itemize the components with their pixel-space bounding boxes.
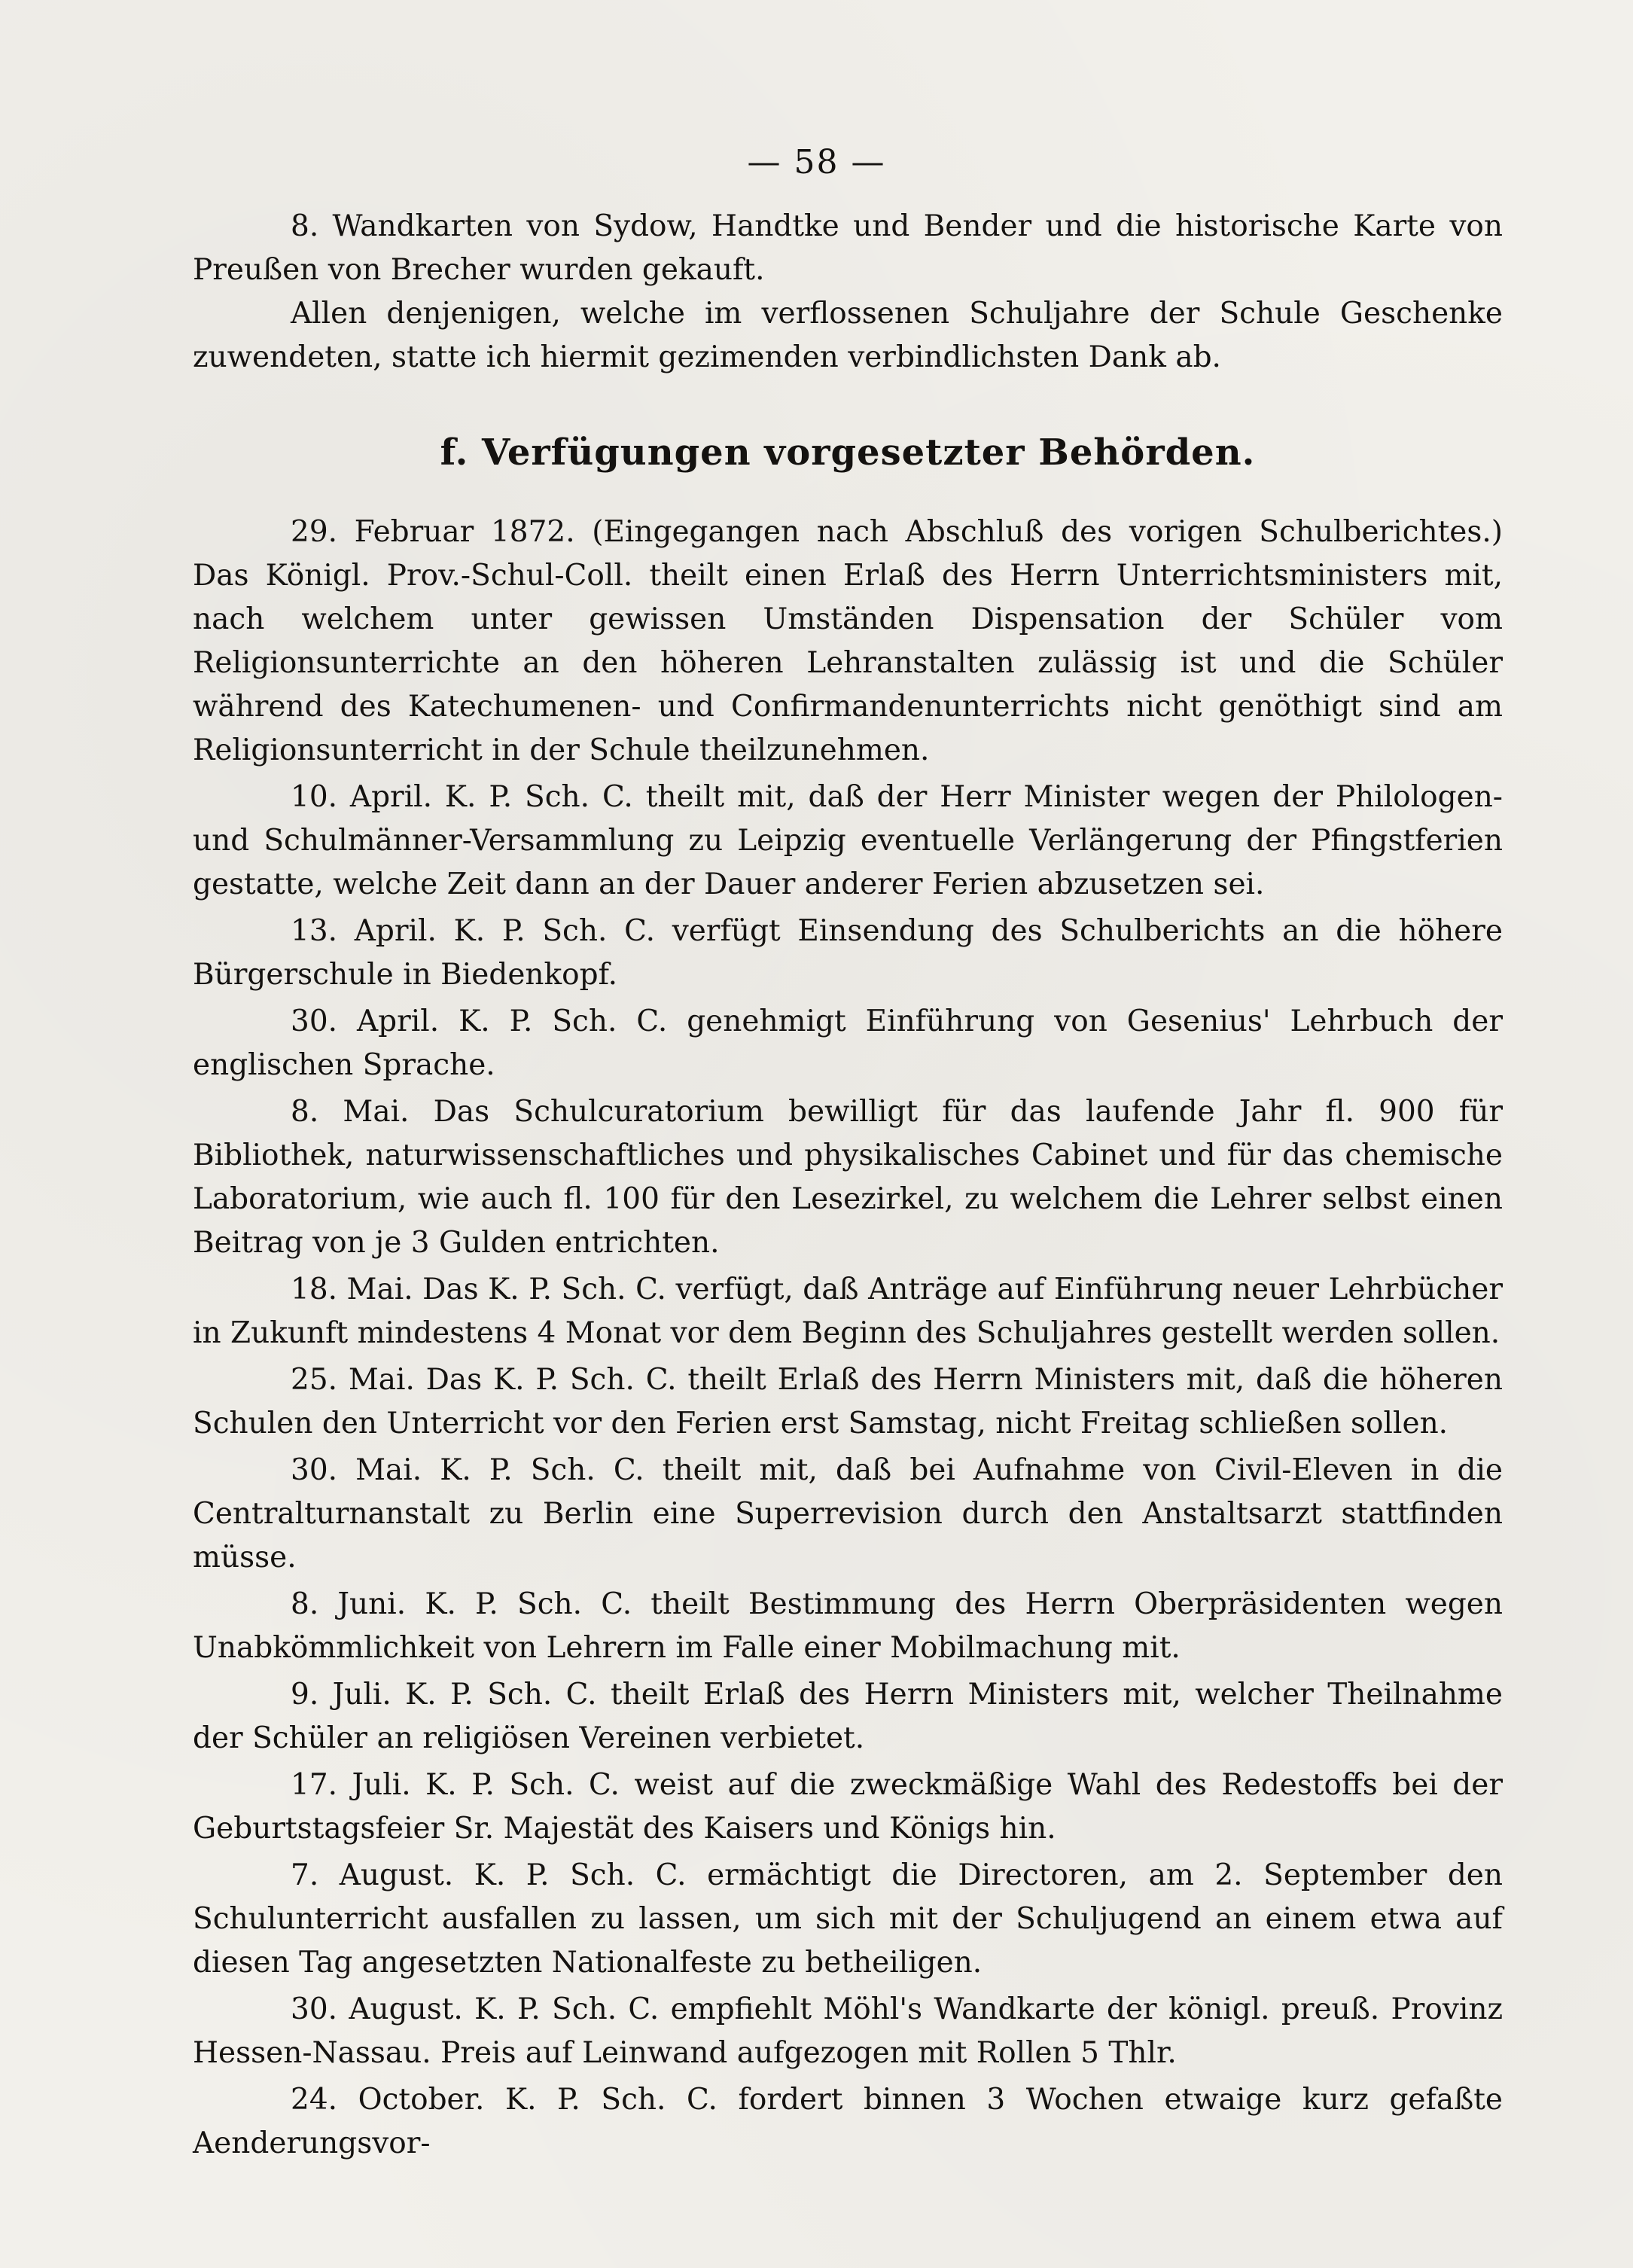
entry-july-17: 17. Juli. K. P. Sch. C. weist auf die zweckmäßige Wahl des Redestoffs bei der Geburtstagsfeier Sr. Majestät des Kaisers und Königs hin.	[193, 1768, 1503, 1846]
section-heading: f. Verfügungen vorgesetzter Behörden.	[440, 431, 1256, 474]
entry-august-7: 7. August. K. P. Sch. C. ermächtigt die Directoren, am 2. September den Schulunterricht ausfallen zu lassen, um sich mit der Schuljugend an einem etwa auf diesen Tag angesetzten Nationalfeste zu betheiligen.	[193, 1858, 1503, 1980]
entry-may-18: 18. Mai. Das K. P. Sch. C. verfügt, daß Anträge auf Einführung neuer Lehrbücher in Zukunft mindestens 4 Monat vor dem Beginn des Schuljahres gestellt werden sollen.	[193, 1273, 1503, 1350]
entry-october-24: 24. October. K. P. Sch. C. fordert binnen 3 Wochen etwaige kurz gefaßte Aenderungsvor-	[193, 2083, 1503, 2160]
entry-july-9: 9. Juli. K. P. Sch. C. theilt Erlaß des Herrn Ministers mit, welcher Theilnahme der Schüler an religiösen Vereinen verbietet.	[193, 1678, 1503, 1755]
paragraph-purchases: 8. Wandkarten von Sydow, Handtke und Bender und die historische Karte von Preußen von Brecher wurden gekauft.	[193, 209, 1503, 287]
entry-may-25: 25. Mai. Das K. P. Sch. C. theilt Erlaß des Herrn Ministers mit, daß die höheren Schulen den Unterricht vor den Ferien erst Samstag, nicht Freitag schließen sollen.	[193, 1363, 1503, 1440]
entry-april-30: 30. April. K. P. Sch. C. genehmigt Einführung von Gesenius' Lehrbuch der englischen Sprache.	[193, 1004, 1503, 1082]
entry-may-8: 8. Mai. Das Schulcuratorium bewilligt für das laufende Jahr fl. 900 für Bibliothek, naturwissenschaftliches und physikalisches Cabinet und für das chemische Laboratorium, wie auch fl. 100 für den Lesezirkel, zu welchem die Lehrer selbst einen Beitrag von je 3 Gulden entrichten.	[193, 1095, 1503, 1260]
paragraph-thanks: Allen denjenigen, welche im verflossenen Schuljahre der Schule Geschenke zuwendeten, statte ich hiermit gezimenden verbindlichsten Dank ab.	[193, 297, 1503, 374]
entry-may-30: 30. Mai. K. P. Sch. C. theilt mit, daß bei Aufnahme von Civil-Eleven in die Centralturnanstalt zu Berlin eine Superrevision durch den Anstaltsarzt stattfinden müsse.	[193, 1453, 1503, 1574]
entry-april-10: 10. April. K. P. Sch. C. theilt mit, daß der Herr Minister wegen der Philologen- und Schulmänner-Versammlung zu Leipzig eventuelle Verlängerung der Pfingstferien gestatte, welche Zeit dann an der Dauer anderer Ferien abzusetzen sei.	[193, 780, 1503, 901]
page-body	[193, 205, 1503, 2166]
page-number: — 58 —	[747, 143, 886, 181]
entry-april-13: 13. April. K. P. Sch. C. verfügt Einsendung des Schulberichts an die höhere Bürgerschule in Biedenkopf.	[193, 914, 1503, 992]
entry-june-8: 8. Juni. K. P. Sch. C. theilt Bestimmung des Herrn Oberpräsidenten wegen Unabkömmlichkeit von Lehrern im Falle einer Mobilmachung mit.	[193, 1587, 1503, 1665]
entry-august-30: 30. August. K. P. Sch. C. empfiehlt Möhl's Wandkarte der königl. preuß. Provinz Hessen-Nassau. Preis auf Leinwand aufgezogen mit Rollen 5 Thlr.	[193, 1992, 1503, 2070]
entry-february-29: 29. Februar 1872. (Eingegangen nach Abschluß des vorigen Schulberichtes.) Das Königl. Prov.-Schul-Coll. theilt einen Erlaß des Herrn Unterrichtsministers mit, nach welchem unter gewissen Umständen Dispensation der Schüler vom Religionsunterrichte an den höheren Lehranstalten zulässig ist und die Schüler während des Katechumenen- und Confirmandenunterrichts nicht genöthigt sind am Religionsunterricht in der Schule theilzunehmen.	[193, 515, 1503, 767]
